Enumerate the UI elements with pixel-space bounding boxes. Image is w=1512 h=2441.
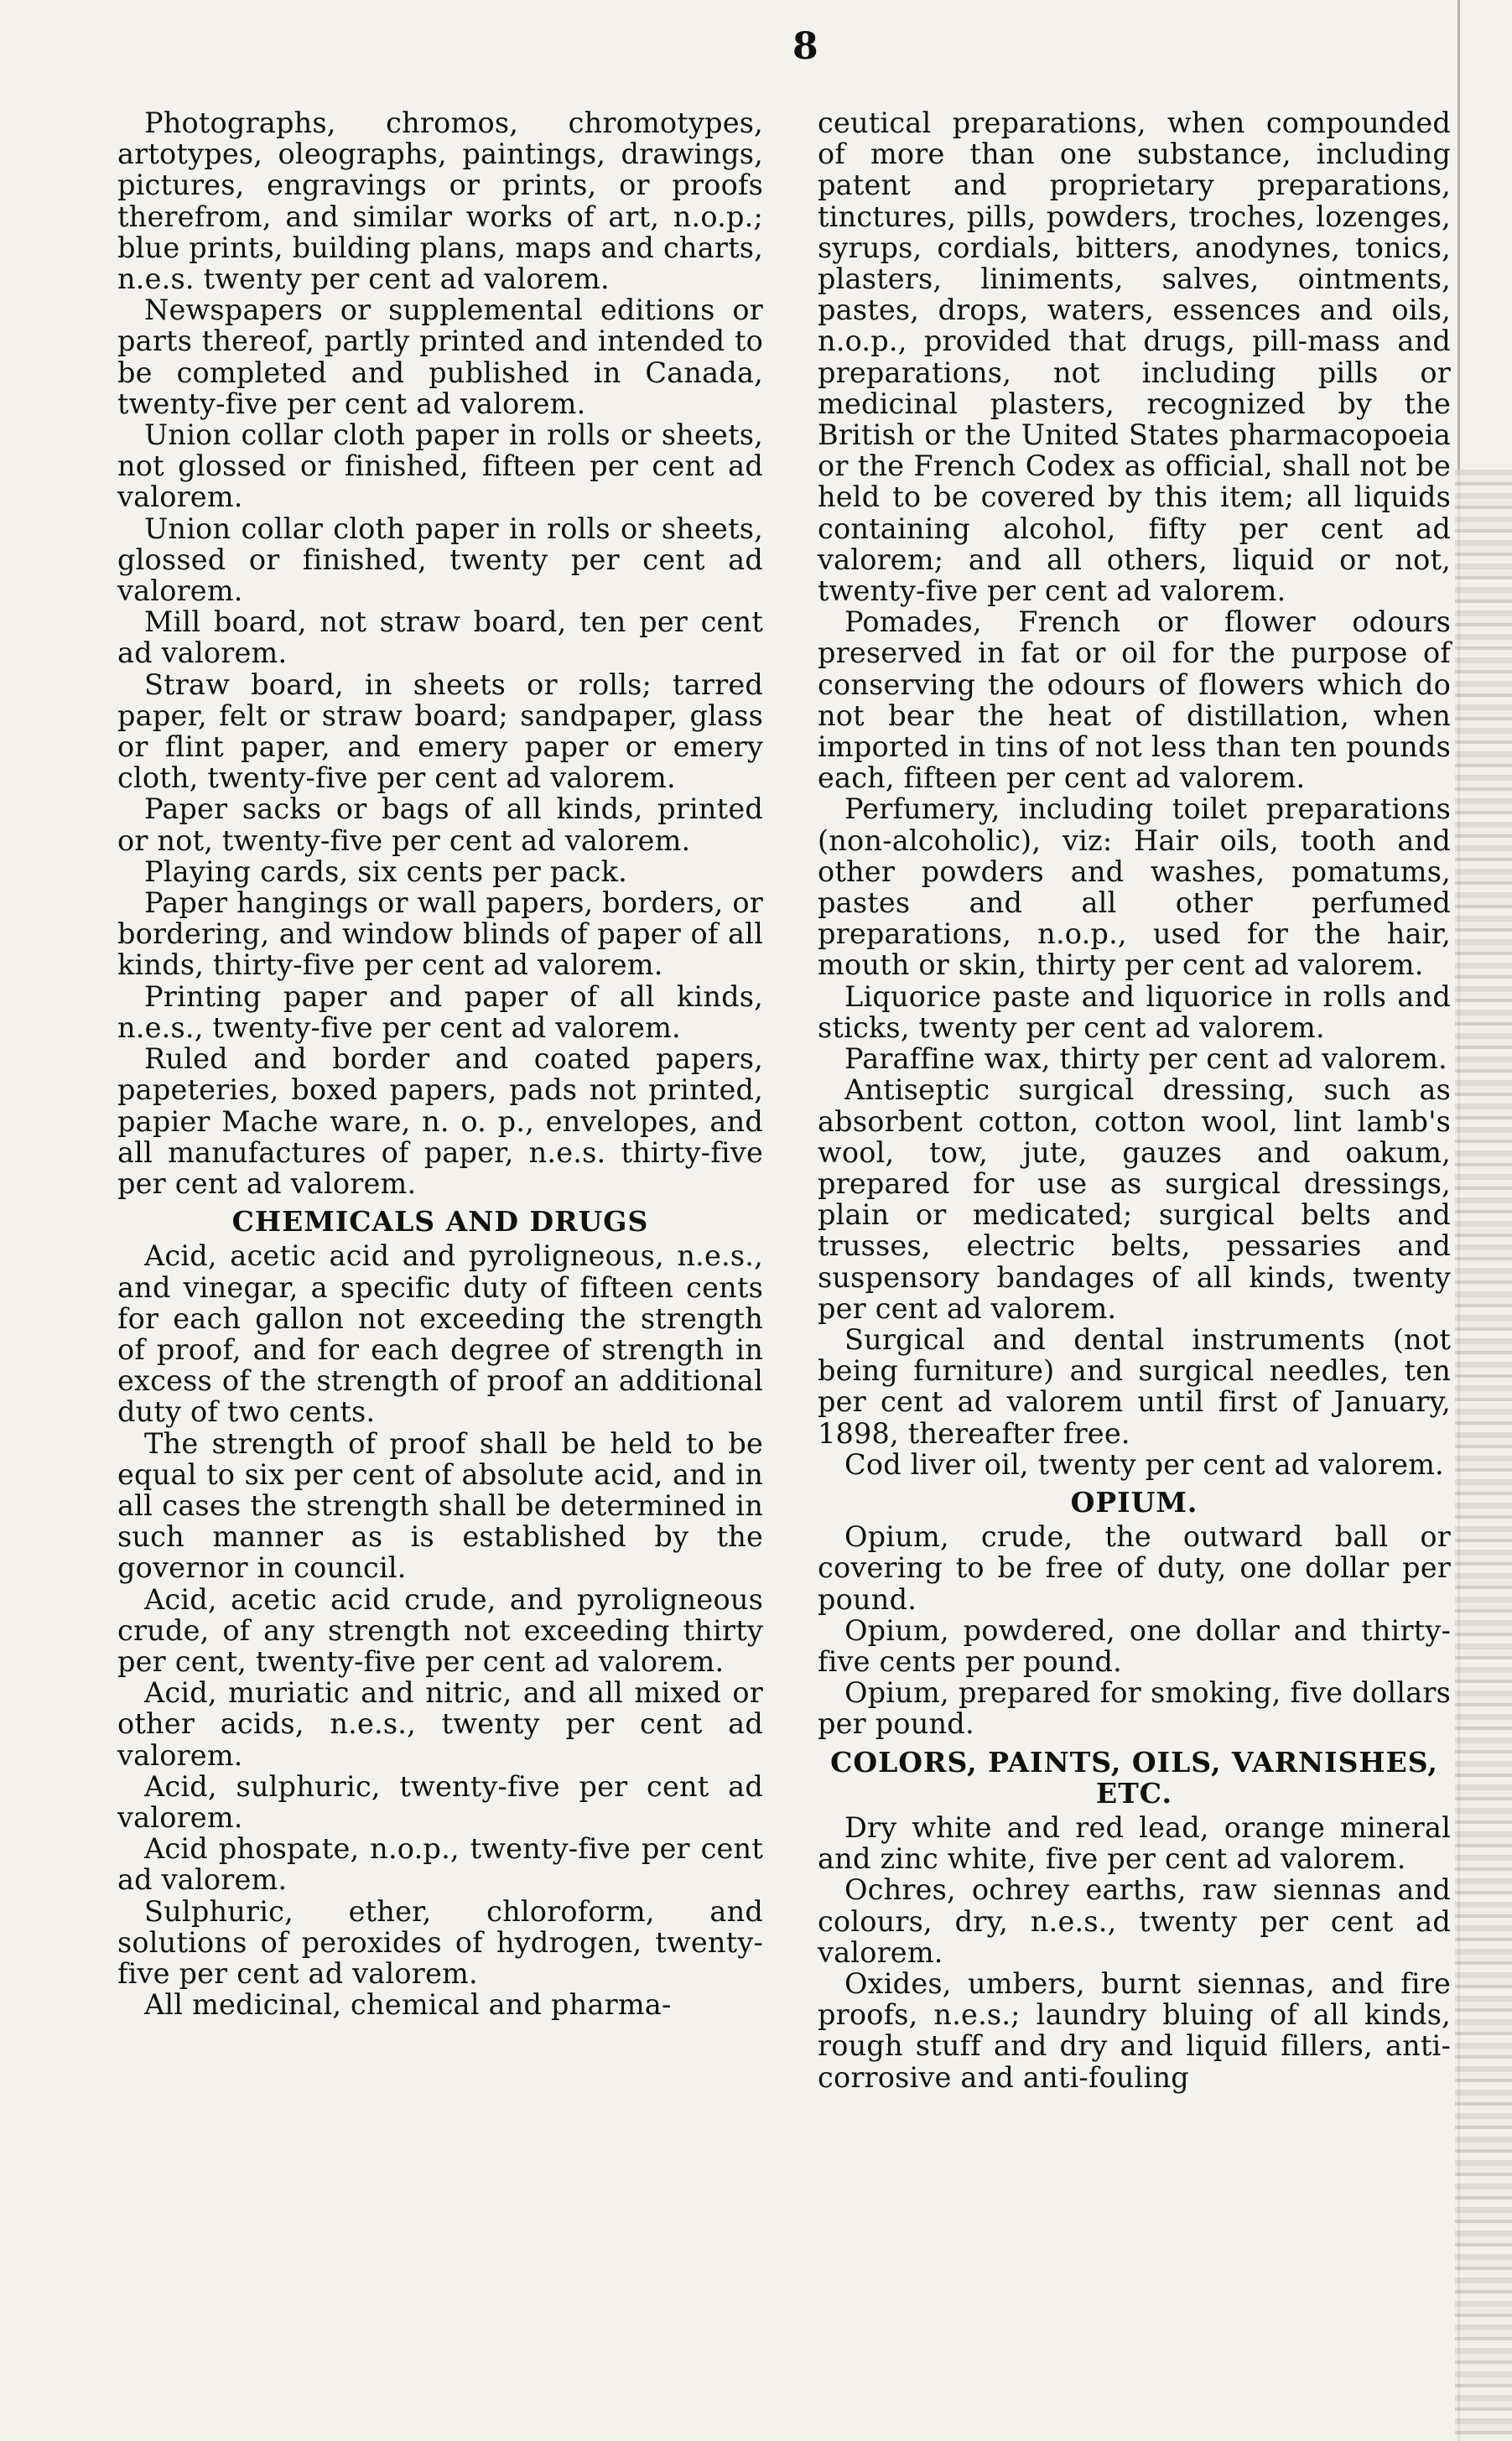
tariff-paragraph: Paper hangings or wall papers, borders, or bordering, and window blinds of paper of all kinds, thirty-five per cent ad valorem. [117,886,763,982]
section-heading-opium: OPIUM. [1070,1485,1198,1519]
tariff-paragraph: Paper sacks or bags of all kinds, printed or not, twenty-five per cent ad valorem. [117,792,763,857]
page-number: 8 [792,25,818,68]
tariff-paragraph: Straw board, in sheets or rolls; tarred paper, felt or straw board; sandpaper, glass or flint paper, and emery paper or emery cloth, twenty-five per cent ad valorem. [117,667,763,795]
tariff-paragraph: Photographs, chromos, chromotypes, artotypes, oleographs, paintings, drawings, pictures, engravings or prints, or proofs therefrom, and similar works of art, n.o.p.; blue prints, building plans, maps and charts, n.e.s. twenty per cent ad valorem. [117,106,763,296]
tariff-paragraph: Antiseptic surgical dressing, such as absorbent cotton, cotton wool, lint lamb's wool, tow, jute, gauzes and oakum, prepared for use as surgical dressings, plain or medicated; surgical belts and trusses, electric belts, pessaries and suspensory bandages of all kinds, twenty per cent ad valorem. [818,1073,1451,1325]
tariff-paragraph: Mill board, not straw board, ten per cent ad valorem. [117,605,763,670]
tariff-paragraph: The strength of proof shall be held to be equal to six per cent of absolute acid, and in all cases the strength shall be determined in such manner as is established by the governor in council. [117,1426,763,1585]
right-column [818,107,1451,2093]
tariff-paragraph: Oxides, umbers, burnt siennas, and fire proofs, n.e.s.; laundry bluing of all kinds, rough stuff and dry and liquid fillers, anti-corrosive and anti-fouling [818,1966,1451,2094]
tariff-paragraph: Acid phospate, n.o.p., twenty-five per cent ad valorem. [117,1832,763,1897]
torn-edge-texture [1455,470,1512,2441]
right-paragraph-group-c [818,1812,1451,2093]
tariff-paragraph: Newspapers or supplemental editions or parts thereof, partly printed and intended to be completed and published in Canada, twenty-five per cent ad valorem. [117,293,763,420]
tariff-paragraph: Acid, acetic acid and pyroligneous, n.e.s., and vinegar, a specific duty of fifteen cents for each gallon not exceeding the strength of proof, and for each degree of strength in excess of the strength of proof an additional duty of two cents. [117,1239,763,1429]
section-heading-chemicals-and-drugs: CHEMICALS AND DRUGS [231,1205,649,1239]
tariff-paragraph: Perfumery, including toilet preparations (non-alcoholic), viz: Hair oils, tooth and other powders and washes, pomatums, pastes and all other perfumed preparations, n.o.p., used for the hair, mouth or skin, thirty per cent ad valorem. [818,792,1451,982]
tariff-paragraph: Acid, acetic acid crude, and pyroligneous crude, of any strength not exceeding thirty per cent, twenty-five per cent ad valorem. [117,1582,763,1678]
tariff-paragraph: Pomades, French or flower odours preserved in fat or oil for the purpose of conserving the odours of flowers which do not bear the heat of distillation, when imported in tins of not less than ten pounds each, fifteen per cent ad valorem. [818,605,1451,795]
tariff-paragraph: Surgical and dental instruments (not being furniture) and surgical needles, ten per cent ad valorem until first of January, 1898, thereafter free. [818,1322,1451,1450]
tariff-paragraph: Printing paper and paper of all kinds, n.e.s., twenty-five per cent ad valorem. [117,979,763,1044]
tariff-paragraph: Union collar cloth paper in rolls or sheets, not glossed or finished, fifteen per cent ad valorem. [117,418,763,514]
right-paragraph-group-b [818,1521,1451,1739]
tariff-paragraph: Sulphuric, ether, chloroform, and solutions of peroxides of hydrogen, twenty-five per cent ad valorem. [117,1894,763,1990]
left-column [117,107,763,2020]
right-paragraph-group-a [818,107,1451,1480]
tariff-paragraph: Paraffine wax, thirty per cent ad valorem. [844,1042,1447,1076]
tariff-paragraph: Cod liver oil, twenty per cent ad valorem. [844,1447,1444,1481]
tariff-paragraph: Acid, sulphuric, twenty-five per cent ad valorem. [117,1769,763,1834]
tariff-paragraph: Union collar cloth paper in rolls or sheets, glossed or finished, twenty per cent ad valorem. [117,512,763,608]
tariff-paragraph: Dry white and red lead, orange mineral and zinc white, five per cent ad valorem. [818,1810,1451,1876]
tariff-paragraph: ceutical preparations, when compounded of more than one substance, including patent and proprietary preparations, tinctures, pills, powders, troches, lozenges, syrups, cordials, bitters, anodynes, tonics, plasters, liniments, salves, ointments, pastes, drops, waters, essences and oils, n.o.p., provided that drugs, pill-mass and preparations, not including pills or medicinal plasters, recognized by the British or the United States pharmacopoeia or the French Codex as official, shall not be held to be covered by this item; all liquids containing alcohol, fifty per cent ad valorem; and all others, liquid or not, twenty-five per cent ad valorem. [818,106,1451,608]
tariff-paragraph: Ruled and border and coated papers, papeteries, boxed papers, pads not printed, papier Mache ware, n. o. p., envelopes, and all manufactures of paper, n.e.s. thirty-five per cent ad valorem. [117,1042,763,1200]
tariff-paragraph: Opium, prepared for smoking, five dollars per pound. [818,1676,1451,1741]
tariff-paragraph: Ochres, ochrey earths, raw siennas and colours, dry, n.e.s., twenty per cent ad valorem. [818,1873,1451,1969]
tariff-paragraph: All medicinal, chemical and pharma- [144,1988,672,2022]
left-paragraph-group-b [117,1240,763,2020]
left-paragraph-group-a [117,107,763,1199]
tariff-paragraph: Liquorice paste and liquorice in rolls and sticks, twenty per cent ad valorem. [818,979,1451,1044]
section-heading-colors-paints-oils-varnishes: COLORS, PAINTS, OILS, VARNISHES, ETC. [830,1745,1438,1810]
tariff-paragraph: Playing cards, six cents per pack. [144,854,627,888]
tariff-paragraph: Acid, muriatic and nitric, and all mixed or other acids, n.e.s., twenty per cent ad valorem. [117,1676,763,1772]
tariff-paragraph: Opium, crude, the outward ball or covering to be free of duty, one dollar per pound. [818,1520,1451,1616]
tariff-paragraph: Opium, powdered, one dollar and thirty-five cents per pound. [818,1613,1451,1678]
